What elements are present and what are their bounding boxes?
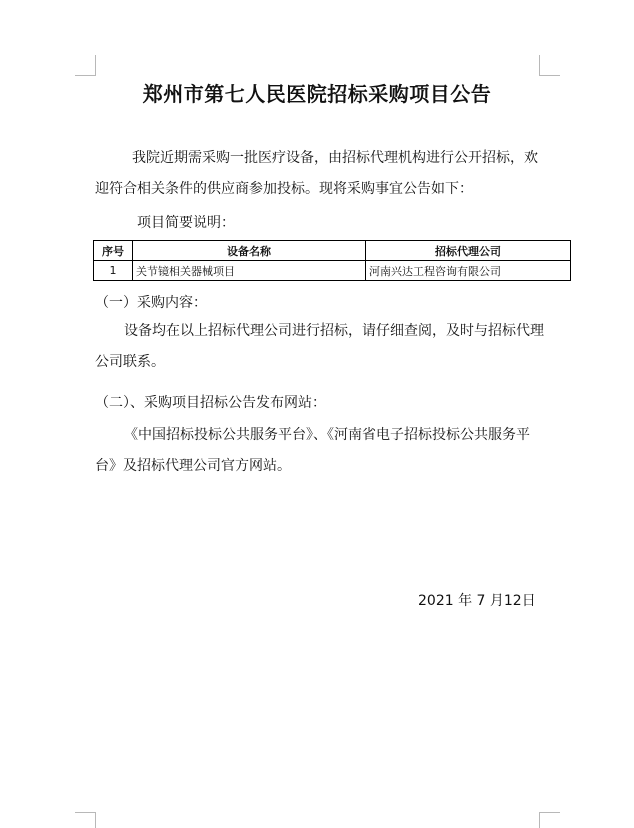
section2-body: 《中国招标投标公共服务平台》、《河南省电子招标投标公共服务平台》及招标代理公司官方网站。 — [95, 427, 530, 474]
margin-mark-bottom-left — [75, 812, 96, 828]
section1-body: 设备均在以上招标代理公司进行招标，请仔细查阅，及时与招标代理公司联系。 — [95, 323, 544, 370]
table-row — [94, 261, 571, 281]
section1-heading: （一）采购内容： — [95, 295, 207, 311]
margin-mark-top-right — [539, 55, 560, 76]
header-agent: 招标代理公司 — [366, 241, 571, 261]
margin-mark-top-left — [75, 55, 96, 76]
project-table — [93, 240, 571, 281]
cell-device-name: 关节镜相关器械项目 — [133, 261, 366, 281]
cell-agent: 河南兴达工程咨询有限公司 — [366, 261, 571, 281]
header-device-name: 设备名称 — [133, 241, 366, 261]
cell-no: 1 — [94, 261, 133, 281]
intro-paragraph: 我院近期需采购一批医疗设备，由招标代理机构进行公开招标，欢迎符合相关条件的供应商参加投标。现将采购事宜公告如下： — [95, 150, 538, 197]
section2-heading: （二）、采购项目招标公告发布网站： — [95, 395, 326, 411]
page-title: 郑州市第七人民医院招标采购项目公告 — [142, 82, 492, 106]
table-header-row — [94, 241, 571, 261]
margin-mark-bottom-right — [539, 812, 560, 828]
project-label: 项目简要说明： — [137, 215, 235, 231]
publish-date: 2021 年 7 月12日 — [418, 593, 536, 609]
header-no: 序号 — [94, 241, 133, 261]
